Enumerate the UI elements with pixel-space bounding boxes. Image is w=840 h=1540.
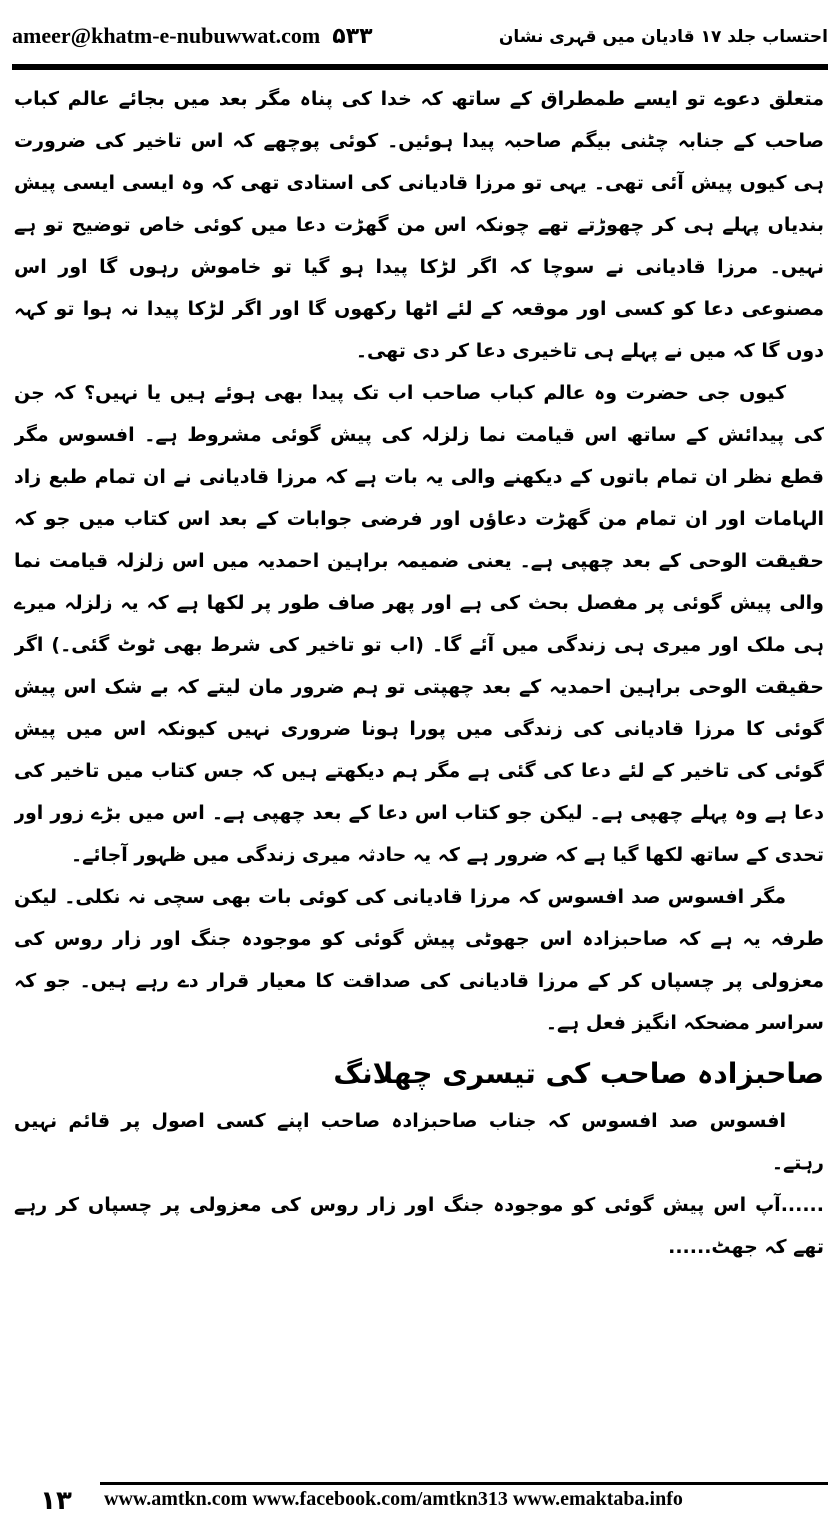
footer-links: www.amtkn.com www.facebook.com/amtkn313 www.emaktaba.info [104, 1488, 683, 1510]
paragraph-4: افسوس صد افسوس کہ جناب صاحبزادہ صاحب اپنے کسی اصول پر قائم نہیں رہتے۔ [14, 1110, 824, 1174]
page-header [12, 14, 828, 58]
section-heading: صاحبزادہ صاحب کی تیسری چھلانگ [333, 1057, 824, 1090]
header-left-group [12, 23, 373, 49]
page-content [14, 78, 824, 1448]
footer-page-number: ۱۳ [12, 1476, 100, 1526]
footer-rule [12, 1482, 828, 1485]
header-email: ameer@khatm-e-nubuwwat.com [12, 23, 321, 48]
paragraph-1: متعلق دعوے تو ایسے طمطراق کے ساتھ کہ خدا کی پناہ مگر بعد میں بجائے عالم کباب صاحب کے جنابہ چٹنی بیگم صاحبہ پیدا ہوئیں۔ کوئی پوچھے کہ اس تاخیر کی ضرورت ہی کیوں پیش آئی تھی۔ یہی تو مرزا قادیانی کی استادی تھی کہ وہ ایسی ایسی پیش بندیاں پہلے ہی کر چھوڑتے تھے چونکہ اس من گھڑت دعا میں کوئی خاص توضیح تو ہے نہیں۔ مرزا قادیانی نے سوچا کہ اگر لڑکا پیدا ہو گیا تو خاموش رہوں گا اور اس مصنوعی دعا کو کسی اور موقعہ کے لئے اٹھا رکھوں گا اور اگر لڑکا پیدا نہ ہوا تو کہہ دوں گا کہ میں نے پہلے ہی تاخیری دعا کر دی تھی۔ [14, 88, 824, 362]
paragraph-5: ......آپ اس پیش گوئی کو موجودہ جنگ اور زار روس کی معزولی پر چسپاں کر رہے تھے کہ جھٹ...... [14, 1194, 824, 1258]
page-footer [12, 1476, 828, 1526]
header-running-title: احتساب جلد ۱۷ قادیان میں قہری نشان [498, 26, 828, 47]
header-rule [12, 64, 828, 70]
paragraph-3: مگر افسوس صد افسوس کہ مرزا قادیانی کی کوئی بات بھی سچی نہ نکلی۔ لیکن طرفہ یہ ہے کہ صاحبزادہ اس جھوٹی پیش گوئی کو موجودہ جنگ اور زار روس کی معزولی پر چسپاں کر کے مرزا قادیانی کی صداقت کا معیار قرار دے رہے ہیں۔ جو کہ سراسر مضحکہ انگیز فعل ہے۔ [14, 886, 824, 1034]
paragraph-2: کیوں جی حضرت وہ عالم کباب صاحب اب تک پیدا بھی ہوئے ہیں یا نہیں؟ کہ جن کی پیدائش کے ساتھ اس قیامت نما زلزلہ کی پیش گوئی مشروط ہے۔ افسوس مگر قطع نظر ان تمام باتوں کے دیکھنے والی یہ بات ہے کہ مرزا قادیانی نے ان تمام طبع زاد الہامات اور ان تمام من گھڑت دعاؤں اور فرضی جوابات کے بعد اس کتاب میں جو کہ حقیقت الوحی کے بعد چھپی ہے۔ یعنی ضمیمہ براہین احمدیہ میں اس زلزلہ قیامت نما والی پیش گوئی پر مفصل بحث کی ہے اور پھر صاف طور پر لکھا ہے کہ یہ زلزلہ میرے ہی ملک اور میری ہی زندگی میں آئے گا۔ (اب تو تاخیر کی شرط بھی ٹوٹ گئی۔) اگر حقیقت الوحی براہین احمدیہ کے بعد چھپتی تو ہم ضرور مان لیتے کہ بے شک اس پیش گوئی کا مرزا قادیانی کی زندگی میں پورا ہونا ضروری نہیں کیونکہ اس میں پیش گوئی کی تاخیر کے لئے دعا کی گئی ہے مگر ہم دیکھتے ہیں کہ جس کتاب میں تاخیر کی دعا ہے وہ پہلے چھپی ہے۔ لیکن جو کتاب اس دعا کے بعد چھپی ہے۔ اس میں بڑے زور اور تحدی کے ساتھ لکھا گیا ہے کہ ضرور ہے کہ یہ حادثہ میری زندگی میں ظہور آجائے۔ [14, 382, 824, 866]
header-page-number: ۵۳۳ [332, 23, 373, 49]
